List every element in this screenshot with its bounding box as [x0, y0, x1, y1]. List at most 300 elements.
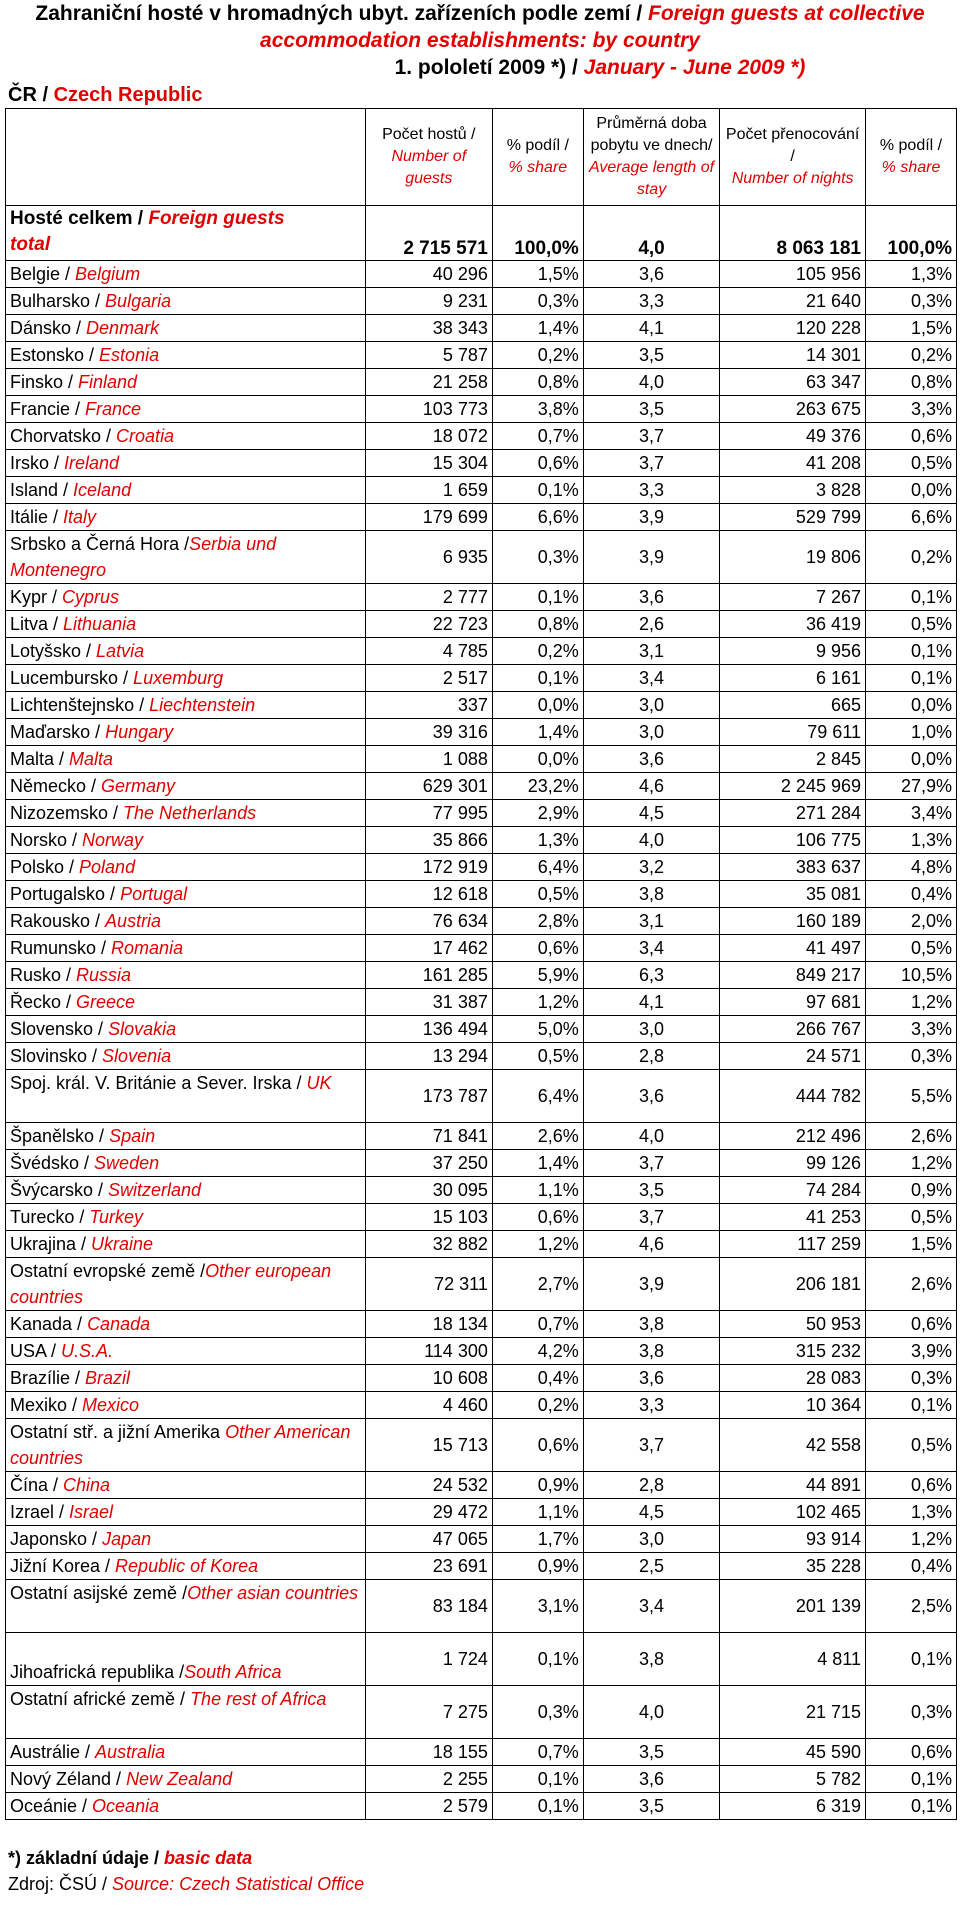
country-name-cz: Lotyšsko /	[10, 641, 97, 661]
country-name-en: The Netherlands	[123, 803, 257, 823]
cell-nights: 41 208	[720, 450, 866, 477]
country-name	[6, 261, 366, 288]
cell-nights: 41 253	[720, 1204, 866, 1231]
table-row	[6, 396, 957, 423]
country-name	[6, 1419, 366, 1472]
table-row	[6, 935, 957, 962]
country-name-cz: Irsko /	[10, 453, 65, 473]
country-name-en: Sweden	[94, 1153, 160, 1173]
cell-guests-share: 0,1%	[492, 1633, 583, 1686]
country-name	[6, 1553, 366, 1580]
header-guests	[365, 109, 492, 206]
cell-guests: 47 065	[365, 1526, 492, 1553]
country-name-en: Spain	[109, 1126, 156, 1146]
cell-nights-share: 0,3%	[866, 1043, 957, 1070]
country-name	[6, 1365, 366, 1392]
country-name-en: Luxemburg	[133, 668, 224, 688]
country-name	[6, 1793, 366, 1820]
cell-guests: 38 343	[365, 315, 492, 342]
country-name-cz: Chorvatsko /	[10, 426, 117, 446]
title-en: Foreign guests at collective	[648, 2, 925, 25]
cell-nights: 4 811	[720, 1633, 866, 1686]
table-row	[6, 1633, 957, 1686]
cell-nights-share: 1,0%	[866, 719, 957, 746]
cell-guests-share: 1,2%	[492, 1231, 583, 1258]
cell-avg-stay: 3,5	[583, 342, 719, 369]
cell-nights-share: 0,0%	[866, 746, 957, 773]
cell-nights: 14 301	[720, 342, 866, 369]
country-name-cz: Rakousko /	[10, 911, 106, 931]
country-name	[6, 746, 366, 773]
country-name-en: Norway	[82, 830, 144, 850]
cell-avg-stay: 3,6	[583, 584, 719, 611]
table-row	[6, 1365, 957, 1392]
cell-nights: 41 497	[720, 935, 866, 962]
cell-guests: 2 777	[365, 584, 492, 611]
country-name-cz: Estonsko /	[10, 345, 100, 365]
country-name-en: Finland	[78, 372, 138, 392]
country-name	[6, 1150, 366, 1177]
country-name	[6, 1231, 366, 1258]
cell-guests-share: 2,6%	[492, 1123, 583, 1150]
cell-nights: 7 267	[720, 584, 866, 611]
header-stay-cz: Průměrná doba pobytu ve dnech/	[590, 115, 713, 154]
cell-avg-stay: 3,9	[583, 1258, 719, 1311]
cell-guests-share: 1,5%	[492, 261, 583, 288]
country-name	[6, 800, 366, 827]
country-name-cz: Brazílie /	[10, 1368, 86, 1388]
cell-nights: 50 953	[720, 1311, 866, 1338]
country-name-cz: Itálie /	[10, 507, 64, 527]
cell-guests-share: 0,0%	[492, 746, 583, 773]
cell-avg-stay: 3,9	[583, 531, 719, 584]
table-row	[6, 989, 957, 1016]
cell-nights: 9 956	[720, 638, 866, 665]
cell-avg-stay: 3,5	[583, 1793, 719, 1820]
cell-guests-share: 0,7%	[492, 1311, 583, 1338]
cell-guests-share: 2,7%	[492, 1258, 583, 1311]
total-share: 100,0%	[492, 206, 583, 261]
cell-avg-stay: 3,5	[583, 1739, 719, 1766]
cell-guests-share: 0,8%	[492, 369, 583, 396]
cell-nights: 21 640	[720, 288, 866, 315]
cell-nights: 263 675	[720, 396, 866, 423]
cell-nights-share: 0,1%	[866, 665, 957, 692]
table-row	[6, 1338, 957, 1365]
cell-guests: 173 787	[365, 1070, 492, 1123]
title-cz: Zahraniční hosté v hromadných ubyt. zařízeních podle zemí /	[35, 2, 649, 25]
cell-nights: 212 496	[720, 1123, 866, 1150]
table-row	[6, 1204, 957, 1231]
cell-guests: 1 724	[365, 1633, 492, 1686]
cell-avg-stay: 4,5	[583, 1499, 719, 1526]
cell-avg-stay: 2,8	[583, 1043, 719, 1070]
table-row	[6, 827, 957, 854]
cell-nights: 5 782	[720, 1766, 866, 1793]
cell-nights: 93 914	[720, 1526, 866, 1553]
table-row	[6, 962, 957, 989]
cell-nights: 19 806	[720, 531, 866, 584]
country-name	[6, 1043, 366, 1070]
cell-nights-share: 0,6%	[866, 1311, 957, 1338]
cell-guests-share: 0,1%	[492, 584, 583, 611]
country-name-en: Portugal	[120, 884, 188, 904]
cell-avg-stay: 3,9	[583, 504, 719, 531]
cell-guests: 37 250	[365, 1150, 492, 1177]
total-label	[6, 206, 366, 261]
cell-guests-share: 1,4%	[492, 1150, 583, 1177]
table-row	[6, 719, 957, 746]
cell-avg-stay: 4,0	[583, 827, 719, 854]
country-name-en: Ireland	[64, 453, 120, 473]
cell-nights-share: 0,5%	[866, 1204, 957, 1231]
cell-nights: 44 891	[720, 1472, 866, 1499]
cell-nights-share: 4,8%	[866, 854, 957, 881]
cell-guests: 18 155	[365, 1739, 492, 1766]
header-stay-en: Average length of stay	[588, 159, 715, 198]
cell-guests: 103 773	[365, 396, 492, 423]
country-name-en: Serbia und Montenegro	[10, 534, 277, 580]
cell-nights: 3 828	[720, 477, 866, 504]
title-line-1	[0, 0, 960, 27]
cell-nights: 849 217	[720, 962, 866, 989]
cell-nights: 21 715	[720, 1686, 866, 1739]
cell-nights-share: 0,8%	[866, 369, 957, 396]
cell-nights: 315 232	[720, 1338, 866, 1365]
cell-nights: 105 956	[720, 261, 866, 288]
country-name-en: UK	[306, 1073, 332, 1093]
cell-nights: 35 081	[720, 881, 866, 908]
header-share-cz: % podíl /	[506, 137, 569, 154]
country-name-en: Liechtenstein	[149, 695, 256, 715]
cell-guests: 629 301	[365, 773, 492, 800]
cell-avg-stay: 3,4	[583, 935, 719, 962]
country-name	[6, 342, 366, 369]
cell-nights: 35 228	[720, 1553, 866, 1580]
cell-nights: 36 419	[720, 611, 866, 638]
country-name-cz: Finsko /	[10, 372, 79, 392]
country-name-cz: Lichtenštejnsko /	[10, 695, 150, 715]
country-name	[6, 908, 366, 935]
cell-nights: 444 782	[720, 1070, 866, 1123]
cell-guests: 1 659	[365, 477, 492, 504]
cell-nights-share: 1,3%	[866, 261, 957, 288]
country-name-en: France	[85, 399, 142, 419]
cell-avg-stay: 3,8	[583, 881, 719, 908]
cell-guests-share: 0,0%	[492, 692, 583, 719]
country-name-en: Austria	[105, 911, 162, 931]
cell-guests-share: 0,3%	[492, 288, 583, 315]
cell-nights-share: 5,5%	[866, 1070, 957, 1123]
country-name-cz: Litva /	[10, 614, 64, 634]
cell-avg-stay: 4,1	[583, 989, 719, 1016]
cell-nights-share: 0,0%	[866, 692, 957, 719]
cell-guests: 2 255	[365, 1766, 492, 1793]
country-name-en: Belgium	[75, 264, 141, 284]
cell-nights-share: 2,6%	[866, 1123, 957, 1150]
cell-nights-share: 0,0%	[866, 477, 957, 504]
cell-nights: 28 083	[720, 1365, 866, 1392]
header-guests-en: Number of guests	[391, 148, 467, 187]
country-name	[6, 935, 366, 962]
table-row	[6, 1016, 957, 1043]
cell-guests: 29 472	[365, 1499, 492, 1526]
country-name	[6, 989, 366, 1016]
country-name-en: Malta	[69, 749, 114, 769]
cell-avg-stay: 3,4	[583, 1580, 719, 1633]
source-note	[8, 1874, 364, 1895]
cell-guests-share: 0,2%	[492, 1392, 583, 1419]
cell-avg-stay: 3,0	[583, 692, 719, 719]
country-name-cz: Turecko /	[10, 1207, 90, 1227]
total-row	[6, 206, 957, 261]
cell-guests-share: 2,8%	[492, 908, 583, 935]
cell-nights: 6 319	[720, 1793, 866, 1820]
cell-nights: 529 799	[720, 504, 866, 531]
country-name-cz: Ostatní evropské země /	[10, 1261, 206, 1281]
country-name-en: Cyprus	[62, 587, 120, 607]
country-name	[6, 1311, 366, 1338]
cell-guests: 15 103	[365, 1204, 492, 1231]
country-name	[6, 611, 366, 638]
country-name-en: Brazil	[85, 1368, 131, 1388]
country-name	[6, 504, 366, 531]
cell-guests: 71 841	[365, 1123, 492, 1150]
table-row	[6, 1123, 957, 1150]
cell-nights: 665	[720, 692, 866, 719]
cell-guests-share: 5,9%	[492, 962, 583, 989]
country-name-en: Israel	[69, 1502, 114, 1522]
country-name-cz: Japonsko /	[10, 1529, 103, 1549]
cell-guests-share: 0,6%	[492, 1204, 583, 1231]
cell-avg-stay: 3,1	[583, 638, 719, 665]
cell-nights-share: 0,1%	[866, 1633, 957, 1686]
country-name-cz: Mexiko /	[10, 1395, 83, 1415]
table-row	[6, 1258, 957, 1311]
total-label-en-2: total	[10, 234, 51, 255]
country-en: Czech Republic	[53, 84, 203, 106]
table-row	[6, 1686, 957, 1739]
country-name-en: Latvia	[96, 641, 145, 661]
cell-avg-stay: 3,5	[583, 1177, 719, 1204]
country-name-en: New Zealand	[126, 1769, 233, 1789]
table-row	[6, 288, 957, 315]
cell-guests: 35 866	[365, 827, 492, 854]
cell-nights: 74 284	[720, 1177, 866, 1204]
country-name	[6, 1338, 366, 1365]
cell-avg-stay: 2,5	[583, 1553, 719, 1580]
cell-guests-share: 1,4%	[492, 719, 583, 746]
cell-avg-stay: 3,4	[583, 665, 719, 692]
country-name-en: Lithuania	[63, 614, 137, 634]
cell-guests-share: 0,9%	[492, 1553, 583, 1580]
cell-avg-stay: 3,3	[583, 1392, 719, 1419]
cell-avg-stay: 3,6	[583, 746, 719, 773]
cell-avg-stay: 3,7	[583, 450, 719, 477]
country-name-cz: Austrálie /	[10, 1742, 96, 1762]
country-name-cz: Dánsko /	[10, 318, 87, 338]
country-name-en: Other asian countries	[187, 1583, 359, 1603]
cell-guests: 7 275	[365, 1686, 492, 1739]
table-row	[6, 1043, 957, 1070]
table-row	[6, 665, 957, 692]
country-name-en: Turkey	[89, 1207, 144, 1227]
table-row	[6, 369, 957, 396]
country-name	[6, 1392, 366, 1419]
cell-guests: 15 713	[365, 1419, 492, 1472]
cell-nights-share: 1,2%	[866, 1150, 957, 1177]
cell-avg-stay: 3,0	[583, 719, 719, 746]
cell-nights-share: 3,4%	[866, 800, 957, 827]
country-name-cz: Malta /	[10, 749, 70, 769]
header-nights-share	[866, 109, 957, 206]
title-line-2: accommodation establishments: by country	[260, 29, 700, 52]
country-name-en: Mexico	[82, 1395, 140, 1415]
country-name-cz: Francie /	[10, 399, 86, 419]
table-row	[6, 1177, 957, 1204]
country-name-en: Poland	[79, 857, 136, 877]
cell-avg-stay: 3,0	[583, 1016, 719, 1043]
cell-guests-share: 3,8%	[492, 396, 583, 423]
cell-nights-share: 3,9%	[866, 1338, 957, 1365]
country-name	[6, 1633, 366, 1686]
country-name-en: Greece	[76, 992, 136, 1012]
cell-nights-share: 6,6%	[866, 504, 957, 531]
country-name	[6, 396, 366, 423]
cell-nights-share: 0,1%	[866, 584, 957, 611]
cell-guests-share: 23,2%	[492, 773, 583, 800]
country-name-cz: Čína /	[10, 1475, 64, 1495]
cell-guests-share: 0,6%	[492, 450, 583, 477]
cell-guests: 136 494	[365, 1016, 492, 1043]
cell-avg-stay: 3,6	[583, 1766, 719, 1793]
cell-guests: 22 723	[365, 611, 492, 638]
country-name-en: Russia	[76, 965, 132, 985]
cell-guests: 10 608	[365, 1365, 492, 1392]
table-row	[6, 746, 957, 773]
table-row	[6, 1419, 957, 1472]
cell-guests: 77 995	[365, 800, 492, 827]
country-name	[6, 584, 366, 611]
cell-guests: 17 462	[365, 935, 492, 962]
cell-guests-share: 0,1%	[492, 477, 583, 504]
country-name-en: Republic of Korea	[115, 1556, 259, 1576]
country-name-en: Germany	[101, 776, 176, 796]
cell-nights-share: 1,5%	[866, 1231, 957, 1258]
cell-nights-share: 1,3%	[866, 1499, 957, 1526]
country-name-en: Other American countries	[10, 1422, 351, 1468]
cell-guests-share: 2,9%	[492, 800, 583, 827]
cell-guests: 9 231	[365, 288, 492, 315]
cell-guests: 13 294	[365, 1043, 492, 1070]
cell-nights-share: 0,2%	[866, 342, 957, 369]
cell-nights: 206 181	[720, 1258, 866, 1311]
cell-nights: 266 767	[720, 1016, 866, 1043]
cell-avg-stay: 3,7	[583, 1419, 719, 1472]
cell-nights-share: 2,6%	[866, 1258, 957, 1311]
country-name	[6, 1499, 366, 1526]
country-name	[6, 773, 366, 800]
table-row	[6, 315, 957, 342]
cell-nights-share: 2,5%	[866, 1580, 957, 1633]
cell-guests-share: 0,8%	[492, 611, 583, 638]
cell-guests: 32 882	[365, 1231, 492, 1258]
country-name-cz: Oceánie /	[10, 1796, 93, 1816]
cell-nights: 79 611	[720, 719, 866, 746]
country-name	[6, 477, 366, 504]
table-row	[6, 450, 957, 477]
country-name	[6, 1766, 366, 1793]
cell-avg-stay: 4,0	[583, 369, 719, 396]
country-name	[6, 1177, 366, 1204]
cell-nights-share: 27,9%	[866, 773, 957, 800]
table-row	[6, 800, 957, 827]
country-name-en: U.S.A.	[61, 1341, 114, 1361]
cell-avg-stay: 3,6	[583, 1365, 719, 1392]
source-en: Source: Czech Statistical Office	[112, 1874, 365, 1894]
country-name	[6, 692, 366, 719]
country-name-cz: Spoj. král. V. Británie a Sever. Irska /	[10, 1073, 307, 1093]
country-name-en: Oceania	[92, 1796, 160, 1816]
cell-nights: 120 228	[720, 315, 866, 342]
country-name-en: The rest of Africa	[190, 1689, 327, 1709]
header-share	[492, 109, 583, 206]
cell-nights-share: 0,4%	[866, 1553, 957, 1580]
cell-nights: 49 376	[720, 423, 866, 450]
country-name-cz: Kypr /	[10, 587, 63, 607]
cell-guests: 179 699	[365, 504, 492, 531]
total-nights-share: 100,0%	[866, 206, 957, 261]
cell-avg-stay: 3,1	[583, 908, 719, 935]
header-nights-en: Number of nights	[731, 170, 854, 187]
cell-nights: 106 775	[720, 827, 866, 854]
cell-nights-share: 0,3%	[866, 1686, 957, 1739]
cell-guests-share: 0,1%	[492, 1793, 583, 1820]
country-name-cz: Norsko /	[10, 830, 83, 850]
table-row	[6, 531, 957, 584]
table-row	[6, 1526, 957, 1553]
country-name-en: Denmark	[86, 318, 160, 338]
cell-guests: 337	[365, 692, 492, 719]
country-name-cz: Izrael /	[10, 1502, 70, 1522]
cell-nights-share: 10,5%	[866, 962, 957, 989]
cell-nights-share: 3,3%	[866, 396, 957, 423]
cell-nights-share: 0,3%	[866, 1365, 957, 1392]
cell-guests: 6 935	[365, 531, 492, 584]
country-name-cz: Nový Zéland /	[10, 1769, 127, 1789]
cell-guests: 12 618	[365, 881, 492, 908]
table-row	[6, 773, 957, 800]
cell-nights: 63 347	[720, 369, 866, 396]
table-row	[6, 908, 957, 935]
country-name-en: Croatia	[116, 426, 175, 446]
country-name-cz: Island /	[10, 480, 74, 500]
cell-nights: 10 364	[720, 1392, 866, 1419]
country-label	[8, 84, 202, 107]
country-name-en: Ukraine	[91, 1234, 154, 1254]
country-name-cz: USA /	[10, 1341, 62, 1361]
cell-guests-share: 6,6%	[492, 504, 583, 531]
table-row	[6, 477, 957, 504]
cell-guests-share: 1,7%	[492, 1526, 583, 1553]
country-name-en: Hungary	[105, 722, 174, 742]
cell-guests-share: 0,2%	[492, 638, 583, 665]
country-name-cz: Německo /	[10, 776, 102, 796]
country-name-en: Switzerland	[108, 1180, 202, 1200]
cell-avg-stay: 4,1	[583, 315, 719, 342]
cell-nights: 201 139	[720, 1580, 866, 1633]
country-name	[6, 962, 366, 989]
